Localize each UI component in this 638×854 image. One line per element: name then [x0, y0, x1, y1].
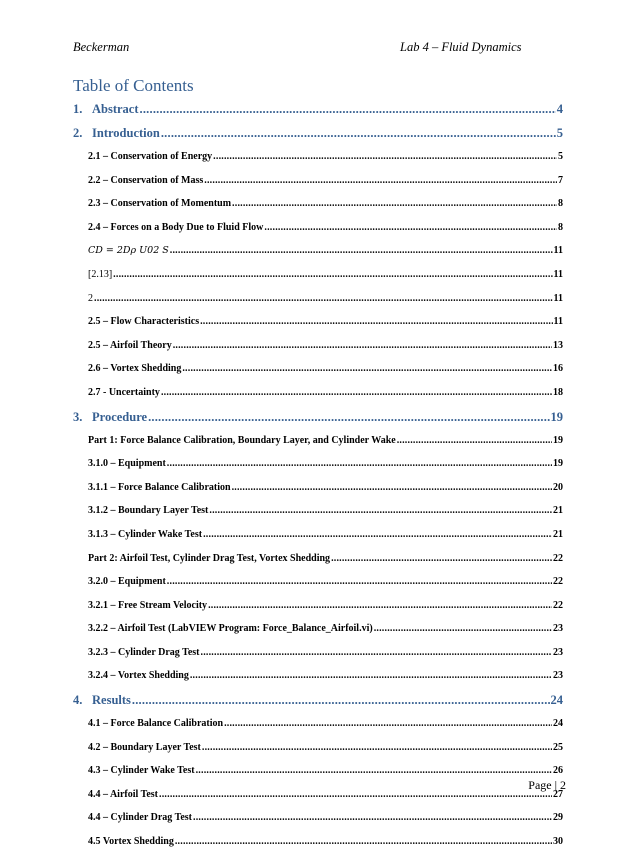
toc-leader-dots: [213, 145, 557, 169]
toc-leader-dots: [190, 664, 552, 688]
toc-entry-label: 4.1 – Force Balance Calibration: [88, 718, 224, 730]
toc-leader-dots: [232, 192, 557, 216]
toc-page-number: 24: [550, 693, 563, 708]
toc-leader-dots: [224, 712, 552, 736]
table-of-contents: [73, 97, 563, 854]
toc-page-number: 24: [553, 718, 563, 730]
toc-section-link[interactable]: [73, 121, 563, 145]
toc-title: Table of Contents: [73, 76, 194, 95]
toc-leader-dots: [264, 216, 557, 240]
toc-subsection-link[interactable]: [73, 145, 563, 169]
toc-section-link[interactable]: [73, 405, 563, 429]
toc-subsection-link[interactable]: [73, 287, 563, 311]
toc-page-number: 26: [553, 765, 563, 777]
toc-leader-dots: [208, 594, 552, 618]
toc-page-number: 25: [553, 741, 563, 753]
header-author: Beckerman: [73, 40, 130, 54]
toc-subsection-link[interactable]: [73, 499, 563, 523]
toc-entry-label: 4.4 – Cylinder Drag Test: [88, 812, 192, 824]
toc-entry-label: 4.3 – Cylinder Wake Test: [88, 765, 195, 777]
toc-page-number: 21: [553, 505, 563, 517]
toc-subsection-link[interactable]: [73, 736, 563, 760]
toc-leader-dots: [113, 263, 552, 287]
toc-page-number: 21: [553, 528, 563, 540]
toc-subsection-link[interactable]: [73, 570, 563, 594]
toc-subsection-link[interactable]: [73, 452, 563, 476]
toc-leader-dots: [374, 617, 552, 641]
toc-leader-dots: [148, 405, 549, 429]
toc-entry-label: 3.1.2 – Boundary Layer Test: [88, 505, 209, 517]
toc-page-number: 19: [553, 434, 563, 446]
toc-entry-label: 2.3 – Conservation of Momentum: [88, 198, 232, 210]
toc-entry-label: [73, 688, 131, 712]
toc-page-number: 11: [553, 245, 563, 257]
toc-entry-label: [73, 121, 160, 145]
toc-leader-dots: [331, 547, 552, 571]
toc-entry-label: 2.5 – Airfoil Theory: [88, 339, 172, 351]
header-lab-title: Lab 4 – Fluid Dynamics: [400, 40, 522, 54]
toc-entry-text: Abstract: [92, 102, 139, 116]
toc-page-number: 23: [553, 623, 563, 635]
toc-subsection-link[interactable]: [73, 594, 563, 618]
toc-leader-dots: [161, 381, 552, 405]
toc-entry-number: 3.: [73, 409, 83, 424]
toc-leader-dots: [159, 783, 552, 807]
toc-entry-label: 3.1.0 – Equipment: [88, 458, 166, 470]
toc-leader-dots: [397, 429, 552, 453]
toc-page-number: 4: [556, 102, 563, 116]
toc-leader-dots: [170, 239, 553, 263]
footer-page-number: 2: [560, 778, 566, 792]
toc-leader-dots: [161, 121, 556, 145]
toc-entry-label: [73, 97, 139, 121]
toc-subsection-link[interactable]: [73, 806, 563, 830]
toc-page-number: 22: [553, 576, 563, 588]
toc-entry-label: 2: [88, 292, 93, 304]
toc-subsection-link[interactable]: [73, 429, 563, 453]
toc-subsection-link[interactable]: [73, 547, 563, 571]
toc-page-number: 8: [558, 198, 563, 210]
toc-page-number: 16: [553, 363, 563, 375]
toc-page-number: 29: [553, 812, 563, 824]
toc-entry-label: 3.2.4 – Vortex Shedding: [88, 670, 189, 682]
toc-leader-dots: [167, 452, 552, 476]
toc-page-number: 8: [558, 221, 563, 233]
toc-leader-dots: [200, 310, 552, 334]
toc-page-number: 22: [553, 552, 563, 564]
toc-entry-label: 4.2 – Boundary Layer Test: [88, 741, 201, 753]
toc-subsection-link[interactable]: [73, 263, 563, 287]
toc-subsection-link[interactable]: [73, 759, 563, 783]
toc-entry-label: [73, 405, 147, 429]
toc-section-link[interactable]: [73, 688, 563, 712]
toc-page-number: 19: [550, 409, 563, 424]
toc-subsection-link[interactable]: [73, 641, 563, 665]
toc-subsection-link[interactable]: [73, 216, 563, 240]
toc-leader-dots: [201, 641, 553, 665]
toc-page-number: 19: [553, 458, 563, 470]
toc-page-number: 23: [553, 646, 563, 658]
toc-leader-dots: [173, 334, 552, 358]
toc-page-number: 7: [558, 174, 563, 186]
toc-entry-text: Introduction: [92, 126, 160, 140]
toc-subsection-link[interactable]: [73, 334, 563, 358]
footer-separator: |: [554, 778, 557, 792]
toc-page-number: 13: [553, 339, 563, 351]
toc-leader-dots: [209, 499, 552, 523]
toc-entry-label: 2.7 - Uncertainty: [88, 386, 160, 398]
toc-subsection-link[interactable]: [73, 310, 563, 334]
toc-entry-label: 2.2 – Conservation of Mass: [88, 174, 204, 186]
toc-leader-dots: [204, 169, 557, 193]
toc-subsection-link[interactable]: [73, 381, 563, 405]
toc-subsection-link[interactable]: [73, 357, 563, 381]
toc-page-number: 5: [556, 126, 563, 140]
toc-leader-dots: [196, 759, 552, 783]
toc-subsection-link[interactable]: [73, 664, 563, 688]
toc-page-number: 23: [553, 670, 563, 682]
toc-leader-dots: [132, 688, 550, 712]
toc-entry-label: 3.1.3 – Cylinder Wake Test: [88, 528, 203, 540]
toc-entry-label: 2.1 – Conservation of Energy: [88, 151, 213, 162]
footer-page-label: Page: [528, 778, 552, 792]
toc-leader-dots: [167, 570, 552, 594]
toc-entry-text: Procedure: [92, 409, 148, 424]
toc-section-link[interactable]: [73, 97, 563, 121]
toc-entry-label: 3.1.1 – Force Balance Calibration: [88, 481, 231, 493]
toc-subsection-link[interactable]: [73, 617, 563, 641]
toc-leader-dots: [175, 830, 552, 854]
toc-subsection-link[interactable]: [73, 192, 563, 216]
toc-leader-dots: [232, 476, 552, 500]
toc-subsection-link[interactable]: [73, 476, 563, 500]
toc-subsection-link[interactable]: [73, 783, 563, 807]
toc-entry-label: Part 2: Airfoil Test, Cylinder Drag Test, Vortex Shedding: [88, 552, 331, 564]
toc-entry-label: 3.2.2 – Airfoil Test (LabVIEW Program: Force_Balance_Airfoil.vi): [88, 623, 373, 635]
toc-entry-text: Results: [92, 693, 131, 708]
toc-entry-label: 3.2.0 – Equipment: [88, 576, 166, 588]
toc-entry-label: 2.6 – Vortex Shedding: [88, 363, 182, 375]
toc-entry-label: 3.2.1 – Free Stream Velocity: [88, 599, 208, 611]
toc-entry-label: Part 1: Force Balance Calibration, Boundary Layer, and Cylinder Wake: [88, 434, 396, 446]
toc-entry-number: 4.: [73, 693, 83, 708]
toc-entry-label: 4.4 – Airfoil Test: [88, 788, 159, 800]
toc-subsection-link[interactable]: [73, 523, 563, 547]
toc-entry-number: 2.: [73, 126, 83, 140]
toc-page-number: 20: [553, 481, 563, 493]
toc-entry-label: 𝐶𝐷 = 2𝐷𝜌 𝑈02 𝑆: [88, 245, 169, 257]
toc-page-number: 22: [553, 599, 563, 611]
toc-entry-label: 3.2.3 – Cylinder Drag Test: [88, 646, 200, 658]
toc-subsection-link[interactable]: [73, 830, 563, 854]
page-header: [73, 40, 565, 56]
toc-entry-label: 4.5 Vortex Shedding: [88, 836, 174, 848]
toc-page-number: 11: [553, 268, 563, 280]
page-footer: [528, 778, 566, 793]
toc-entry-label: 2.4 – Forces on a Body Due to Fluid Flow: [88, 221, 264, 233]
toc-leader-dots: [140, 97, 556, 121]
toc-page-number: 18: [553, 386, 563, 398]
toc-leader-dots: [193, 806, 552, 830]
toc-page-number: 5: [558, 151, 563, 162]
toc-page-number: 30: [553, 836, 563, 848]
toc-subsection-link[interactable]: [73, 712, 563, 736]
toc-leader-dots: [94, 287, 553, 311]
toc-leader-dots: [202, 736, 552, 760]
toc-entry-number: 1.: [73, 102, 83, 116]
toc-page-number: 27: [553, 788, 563, 800]
toc-leader-dots: [182, 357, 552, 381]
toc-page-number: 11: [553, 292, 563, 304]
toc-leader-dots: [203, 523, 552, 547]
toc-entry-label: 2.5 – Flow Characteristics: [88, 316, 200, 328]
toc-page-number: 11: [553, 316, 563, 328]
toc-entry-label: [2.13]: [88, 268, 113, 280]
toc-subsection-link[interactable]: [73, 239, 563, 263]
toc-subsection-link[interactable]: [73, 169, 563, 193]
